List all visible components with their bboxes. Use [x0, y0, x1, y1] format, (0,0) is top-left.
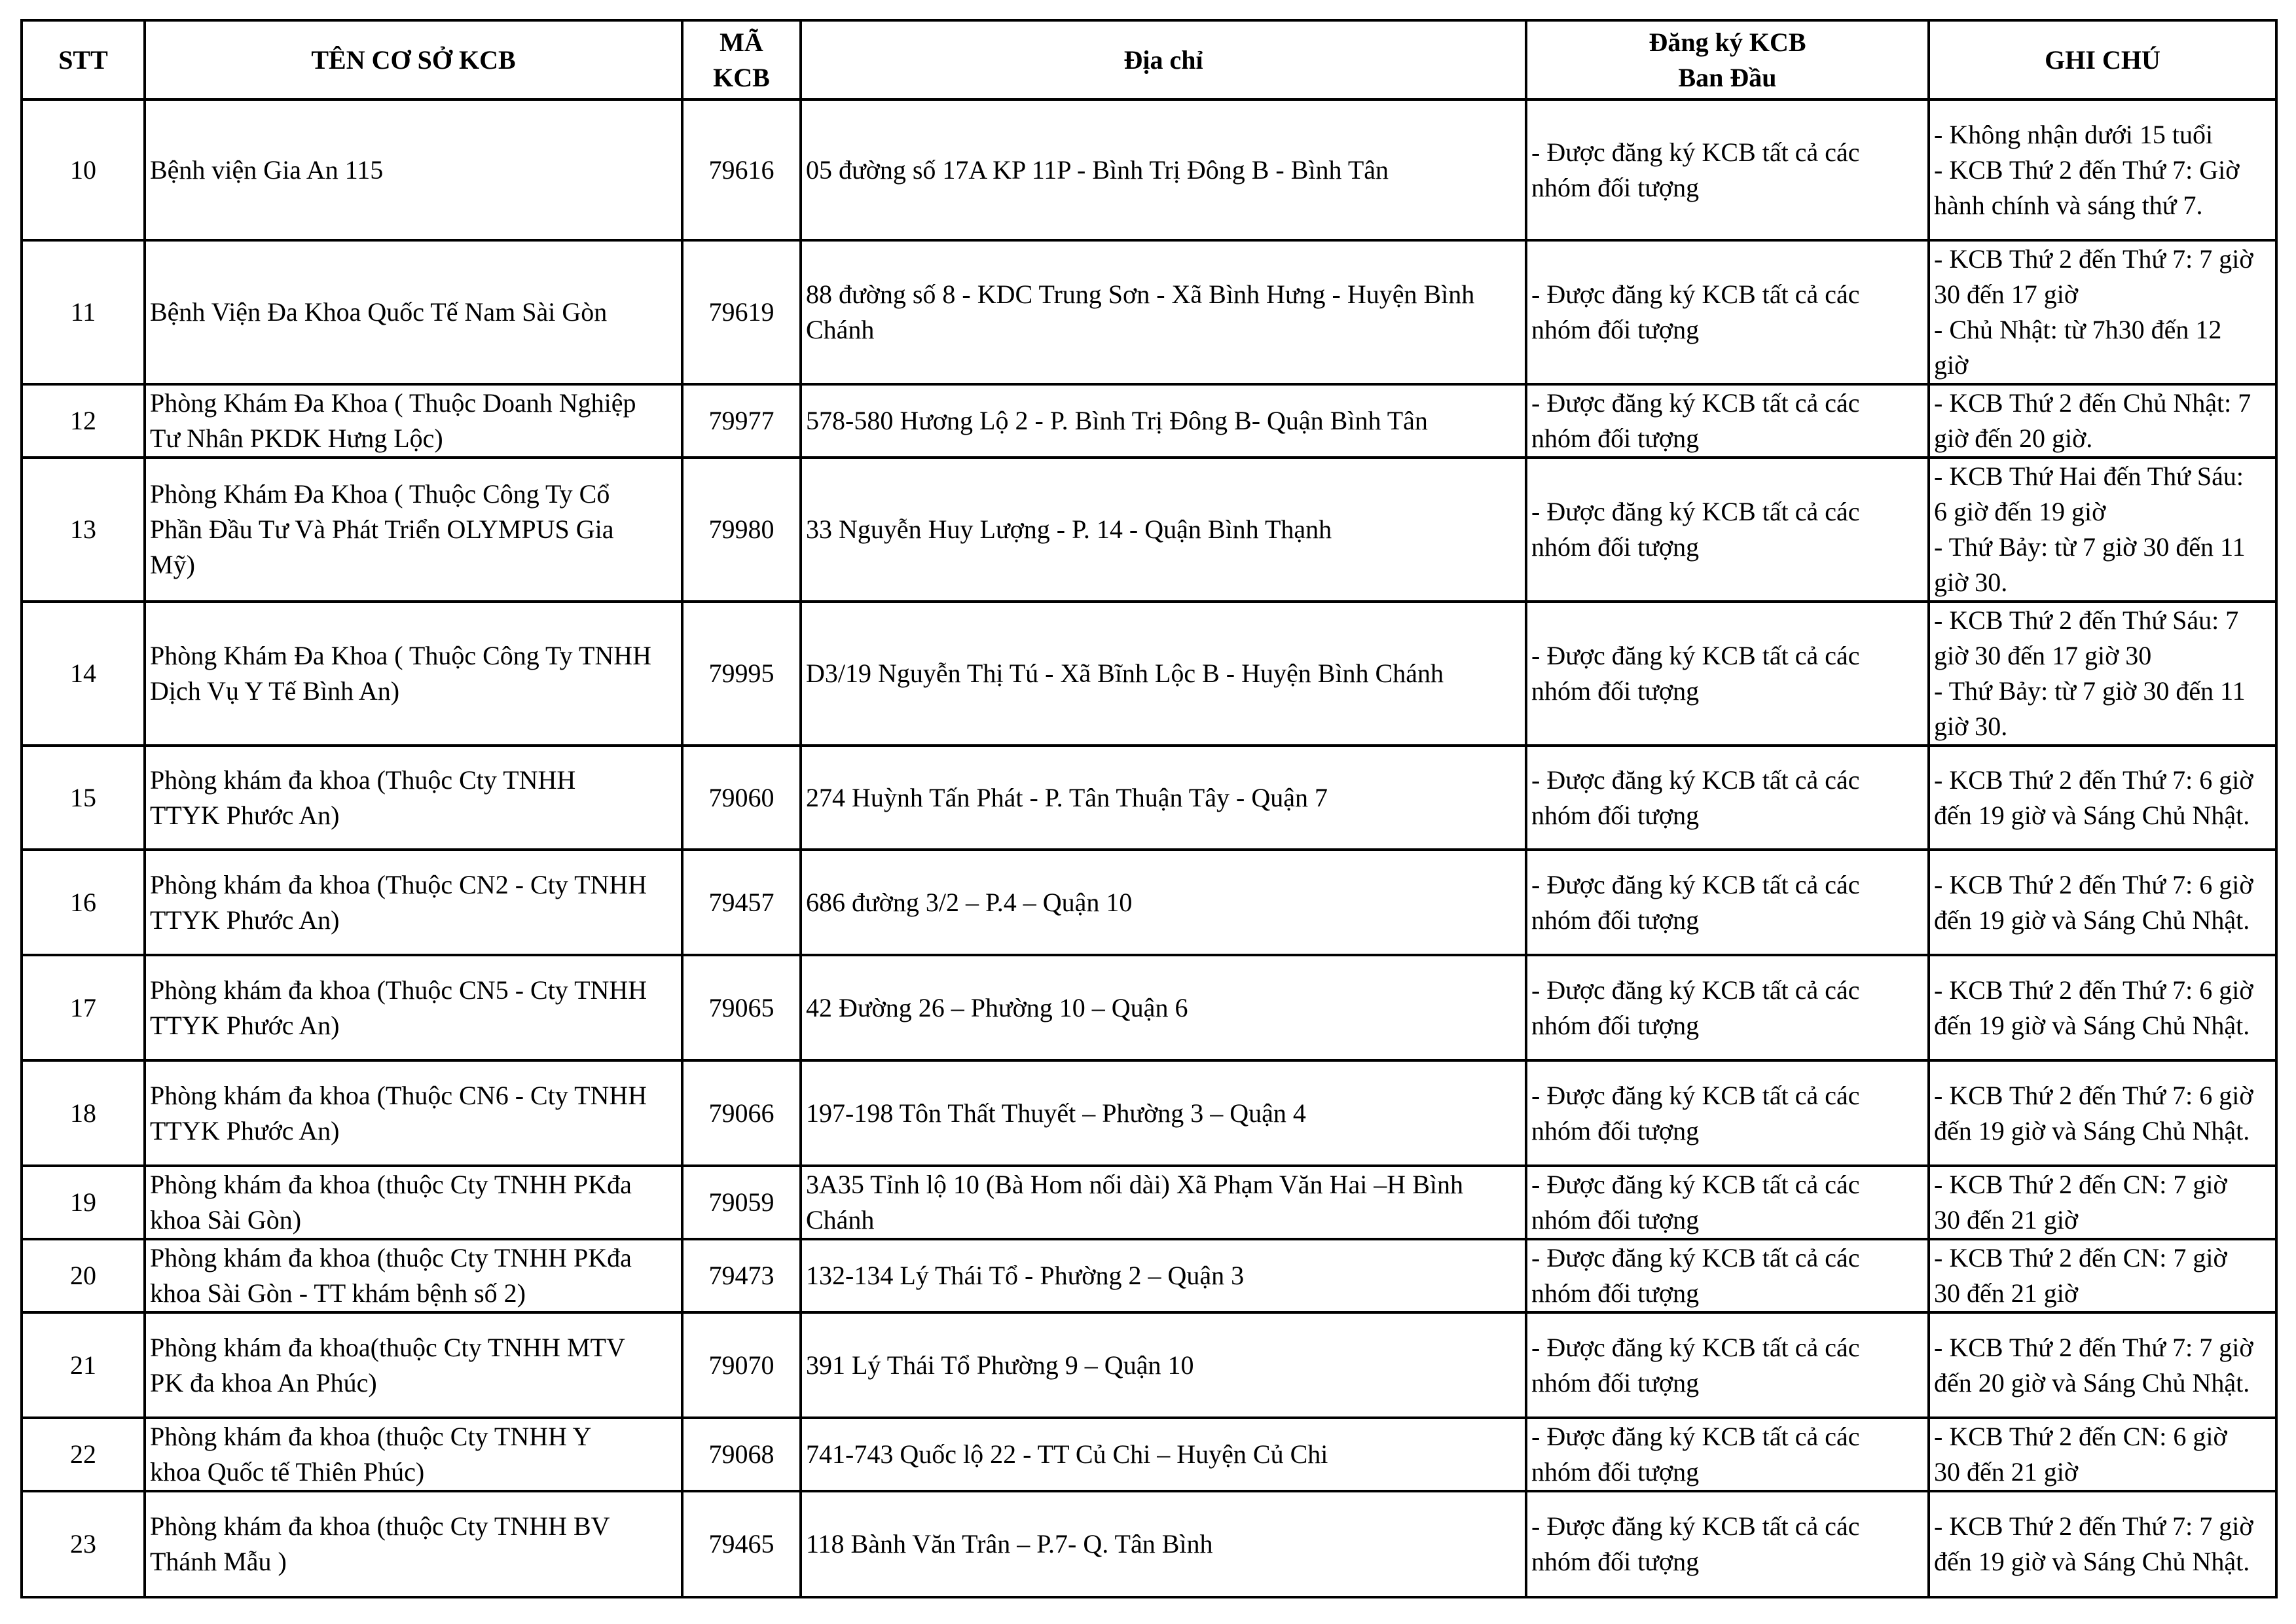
facility-note: - KCB Thứ 2 đến Thứ 7: 7 giờ đến 20 giờ và Sáng Chủ Nhật.	[1929, 1312, 2276, 1418]
facility-address: 391 Lý Thái Tổ Phường 9 – Quận 10	[801, 1312, 1526, 1418]
registration-scope: - Được đăng ký KCB tất cả các nhóm đối tượng	[1526, 1239, 1929, 1312]
registration-scope: - Được đăng ký KCB tất cả các nhóm đối tượng	[1526, 240, 1929, 384]
facility-code: 79066	[682, 1060, 801, 1166]
facility-code: 79060	[682, 746, 801, 850]
registration-scope: - Được đăng ký KCB tất cả các nhóm đối tượng	[1526, 602, 1929, 746]
facility-name: Phòng khám đa khoa (thuộc Cty TNHH PKđa khoa Sài Gòn - TT khám bệnh số 2)	[145, 1239, 682, 1312]
registration-scope: - Được đăng ký KCB tất cả các nhóm đối tượng	[1526, 1491, 1929, 1597]
facility-address: 42 Đường 26 – Phường 10 – Quận 6	[801, 955, 1526, 1060]
row-number: 12	[22, 384, 145, 458]
table-row	[22, 1491, 2276, 1597]
facility-name: Phòng khám đa khoa (thuộc Cty TNHH BV Thánh Mẫu )	[145, 1491, 682, 1597]
facility-note: - KCB Thứ 2 đến CN: 7 giờ 30 đến 21 giờ	[1929, 1166, 2276, 1239]
facility-note: - KCB Thứ 2 đến Thứ 7: 6 giờ đến 19 giờ và Sáng Chủ Nhật.	[1929, 1060, 2276, 1166]
facility-name: Phòng khám đa khoa(thuộc Cty TNHH MTV PK đa khoa An Phúc)	[145, 1312, 682, 1418]
facility-note: - Không nhận dưới 15 tuổi - KCB Thứ 2 đến Thứ 7: Giờ hành chính và sáng thứ 7.	[1929, 99, 2276, 240]
facility-address: 132-134 Lý Thái Tổ - Phường 2 – Quận 3	[801, 1239, 1526, 1312]
facility-note: - KCB Thứ 2 đến Thứ 7: 6 giờ đến 19 giờ và Sáng Chủ Nhật.	[1929, 955, 2276, 1060]
facility-code: 79068	[682, 1418, 801, 1491]
facility-code: 79616	[682, 99, 801, 240]
header-row	[22, 20, 2276, 99]
table-row	[22, 746, 2276, 850]
registration-scope: - Được đăng ký KCB tất cả các nhóm đối tượng	[1526, 955, 1929, 1060]
facility-name: Phòng khám đa khoa (Thuộc CN5 - Cty TNHH TTYK Phước An)	[145, 955, 682, 1060]
registration-scope: - Được đăng ký KCB tất cả các nhóm đối tượng	[1526, 1060, 1929, 1166]
facility-note: - KCB Thứ Hai đến Thứ Sáu: 6 giờ đến 19 giờ - Thứ Bảy: từ 7 giờ 30 đến 11 giờ 30.	[1929, 458, 2276, 602]
row-number: 14	[22, 602, 145, 746]
table-row	[22, 1239, 2276, 1312]
facility-code: 79070	[682, 1312, 801, 1418]
table-row	[22, 1418, 2276, 1491]
registration-scope: - Được đăng ký KCB tất cả các nhóm đối tượng	[1526, 746, 1929, 850]
facility-address: 197-198 Tôn Thất Thuyết – Phường 3 – Quận 4	[801, 1060, 1526, 1166]
facility-note: - KCB Thứ 2 đến CN: 6 giờ 30 đến 21 giờ	[1929, 1418, 2276, 1491]
facility-code: 79995	[682, 602, 801, 746]
facility-note: - KCB Thứ 2 đến Thứ 7: 6 giờ đến 19 giờ và Sáng Chủ Nhật.	[1929, 746, 2276, 850]
facility-note: - KCB Thứ 2 đến Thứ 7: 7 giờ 30 đến 17 giờ - Chủ Nhật: từ 7h30 đến 12 giờ	[1929, 240, 2276, 384]
row-number: 20	[22, 1239, 145, 1312]
facility-name: Phòng Khám Đa Khoa ( Thuộc Công Ty TNHH Dịch Vụ Y Tế Bình An)	[145, 602, 682, 746]
registration-scope: - Được đăng ký KCB tất cả các nhóm đối tượng	[1526, 1312, 1929, 1418]
row-number: 13	[22, 458, 145, 602]
facility-code: 79977	[682, 384, 801, 458]
header-code: MÃ KCB	[682, 20, 801, 99]
table-row	[22, 850, 2276, 955]
facility-name: Phòng khám đa khoa (thuộc Cty TNHH Y khoa Quốc tế Thiên Phúc)	[145, 1418, 682, 1491]
facility-note: - KCB Thứ 2 đến Chủ Nhật: 7 giờ đến 20 giờ.	[1929, 384, 2276, 458]
facility-name: Phòng khám đa khoa (Thuộc Cty TNHH TTYK Phước An)	[145, 746, 682, 850]
table-row	[22, 458, 2276, 602]
registration-scope: - Được đăng ký KCB tất cả các nhóm đối tượng	[1526, 850, 1929, 955]
facility-address: 274 Huỳnh Tấn Phát - P. Tân Thuận Tây - Quận 7	[801, 746, 1526, 850]
table-row	[22, 99, 2276, 240]
registration-scope: - Được đăng ký KCB tất cả các nhóm đối tượng	[1526, 458, 1929, 602]
header-address: Địa chỉ	[801, 20, 1526, 99]
row-number: 10	[22, 99, 145, 240]
facility-address: 33 Nguyễn Huy Lượng - P. 14 - Quận Bình Thạnh	[801, 458, 1526, 602]
facility-address: 118 Bành Văn Trân – P.7- Q. Tân Bình	[801, 1491, 1526, 1597]
row-number: 23	[22, 1491, 145, 1597]
facility-note: - KCB Thứ 2 đến Thứ Sáu: 7 giờ 30 đến 17 giờ 30 - Thứ Bảy: từ 7 giờ 30 đến 11 giờ 30.	[1929, 602, 2276, 746]
facility-address: 686 đường 3/2 – P.4 – Quận 10	[801, 850, 1526, 955]
facility-code: 79065	[682, 955, 801, 1060]
row-number: 22	[22, 1418, 145, 1491]
row-number: 18	[22, 1060, 145, 1166]
row-number: 17	[22, 955, 145, 1060]
row-number: 11	[22, 240, 145, 384]
facility-note: - KCB Thứ 2 đến Thứ 7: 7 giờ đến 19 giờ và Sáng Chủ Nhật.	[1929, 1491, 2276, 1597]
table-row	[22, 602, 2276, 746]
registration-scope: - Được đăng ký KCB tất cả các nhóm đối tượng	[1526, 99, 1929, 240]
header-stt: STT	[22, 20, 145, 99]
facility-address: 3A35 Tỉnh lộ 10 (Bà Hom nối dài) Xã Phạm Văn Hai –H Bình Chánh	[801, 1166, 1526, 1239]
facility-address: 741-743 Quốc lộ 22 - TT Củ Chi – Huyện Củ Chi	[801, 1418, 1526, 1491]
facility-code: 79473	[682, 1239, 801, 1312]
table-row	[22, 384, 2276, 458]
header-name: TÊN CƠ SỞ KCB	[145, 20, 682, 99]
registration-scope: - Được đăng ký KCB tất cả các nhóm đối tượng	[1526, 1418, 1929, 1491]
facility-code: 79457	[682, 850, 801, 955]
table-row	[22, 240, 2276, 384]
row-number: 15	[22, 746, 145, 850]
facility-name: Phòng Khám Đa Khoa ( Thuộc Công Ty Cổ Phần Đầu Tư Và Phát Triển OLYMPUS Gia Mỹ)	[145, 458, 682, 602]
facility-address: 88 đường số 8 - KDC Trung Sơn - Xã Bình Hưng - Huyện Bình Chánh	[801, 240, 1526, 384]
facility-name: Bệnh viện Gia An 115	[145, 99, 682, 240]
table-row	[22, 955, 2276, 1060]
registration-scope: - Được đăng ký KCB tất cả các nhóm đối tượng	[1526, 1166, 1929, 1239]
row-number: 21	[22, 1312, 145, 1418]
facility-name: Phòng khám đa khoa (thuộc Cty TNHH PKđa khoa Sài Gòn)	[145, 1166, 682, 1239]
facility-note: - KCB Thứ 2 đến Thứ 7: 6 giờ đến 19 giờ và Sáng Chủ Nhật.	[1929, 850, 2276, 955]
facility-note: - KCB Thứ 2 đến CN: 7 giờ 30 đến 21 giờ	[1929, 1239, 2276, 1312]
table-row	[22, 1060, 2276, 1166]
table-row	[22, 1166, 2276, 1239]
facility-name: Phòng khám đa khoa (Thuộc CN6 - Cty TNHH TTYK Phước An)	[145, 1060, 682, 1166]
row-number: 16	[22, 850, 145, 955]
table-row	[22, 1312, 2276, 1418]
facility-code: 79619	[682, 240, 801, 384]
facility-address: D3/19 Nguyễn Thị Tú - Xã Bĩnh Lộc B - Huyện Bình Chánh	[801, 602, 1526, 746]
registration-scope: - Được đăng ký KCB tất cả các nhóm đối tượng	[1526, 384, 1929, 458]
facility-name: Bệnh Viện Đa Khoa Quốc Tế Nam Sài Gòn	[145, 240, 682, 384]
row-number: 19	[22, 1166, 145, 1239]
facility-code: 79465	[682, 1491, 801, 1597]
header-registration: Đăng ký KCB Ban Đầu	[1526, 20, 1929, 99]
facility-name: Phòng Khám Đa Khoa ( Thuộc Doanh Nghiệp Tư Nhân PKDK Hưng Lộc)	[145, 384, 682, 458]
facility-code: 79059	[682, 1166, 801, 1239]
facility-name: Phòng khám đa khoa (Thuộc CN2 - Cty TNHH TTYK Phước An)	[145, 850, 682, 955]
facility-table	[20, 19, 2278, 1598]
facility-address: 05 đường số 17A KP 11P - Bình Trị Đông B - Bình Tân	[801, 99, 1526, 240]
facility-address: 578-580 Hương Lộ 2 - P. Bình Trị Đông B- Quận Bình Tân	[801, 384, 1526, 458]
header-note: GHI CHÚ	[1929, 20, 2276, 99]
facility-code: 79980	[682, 458, 801, 602]
